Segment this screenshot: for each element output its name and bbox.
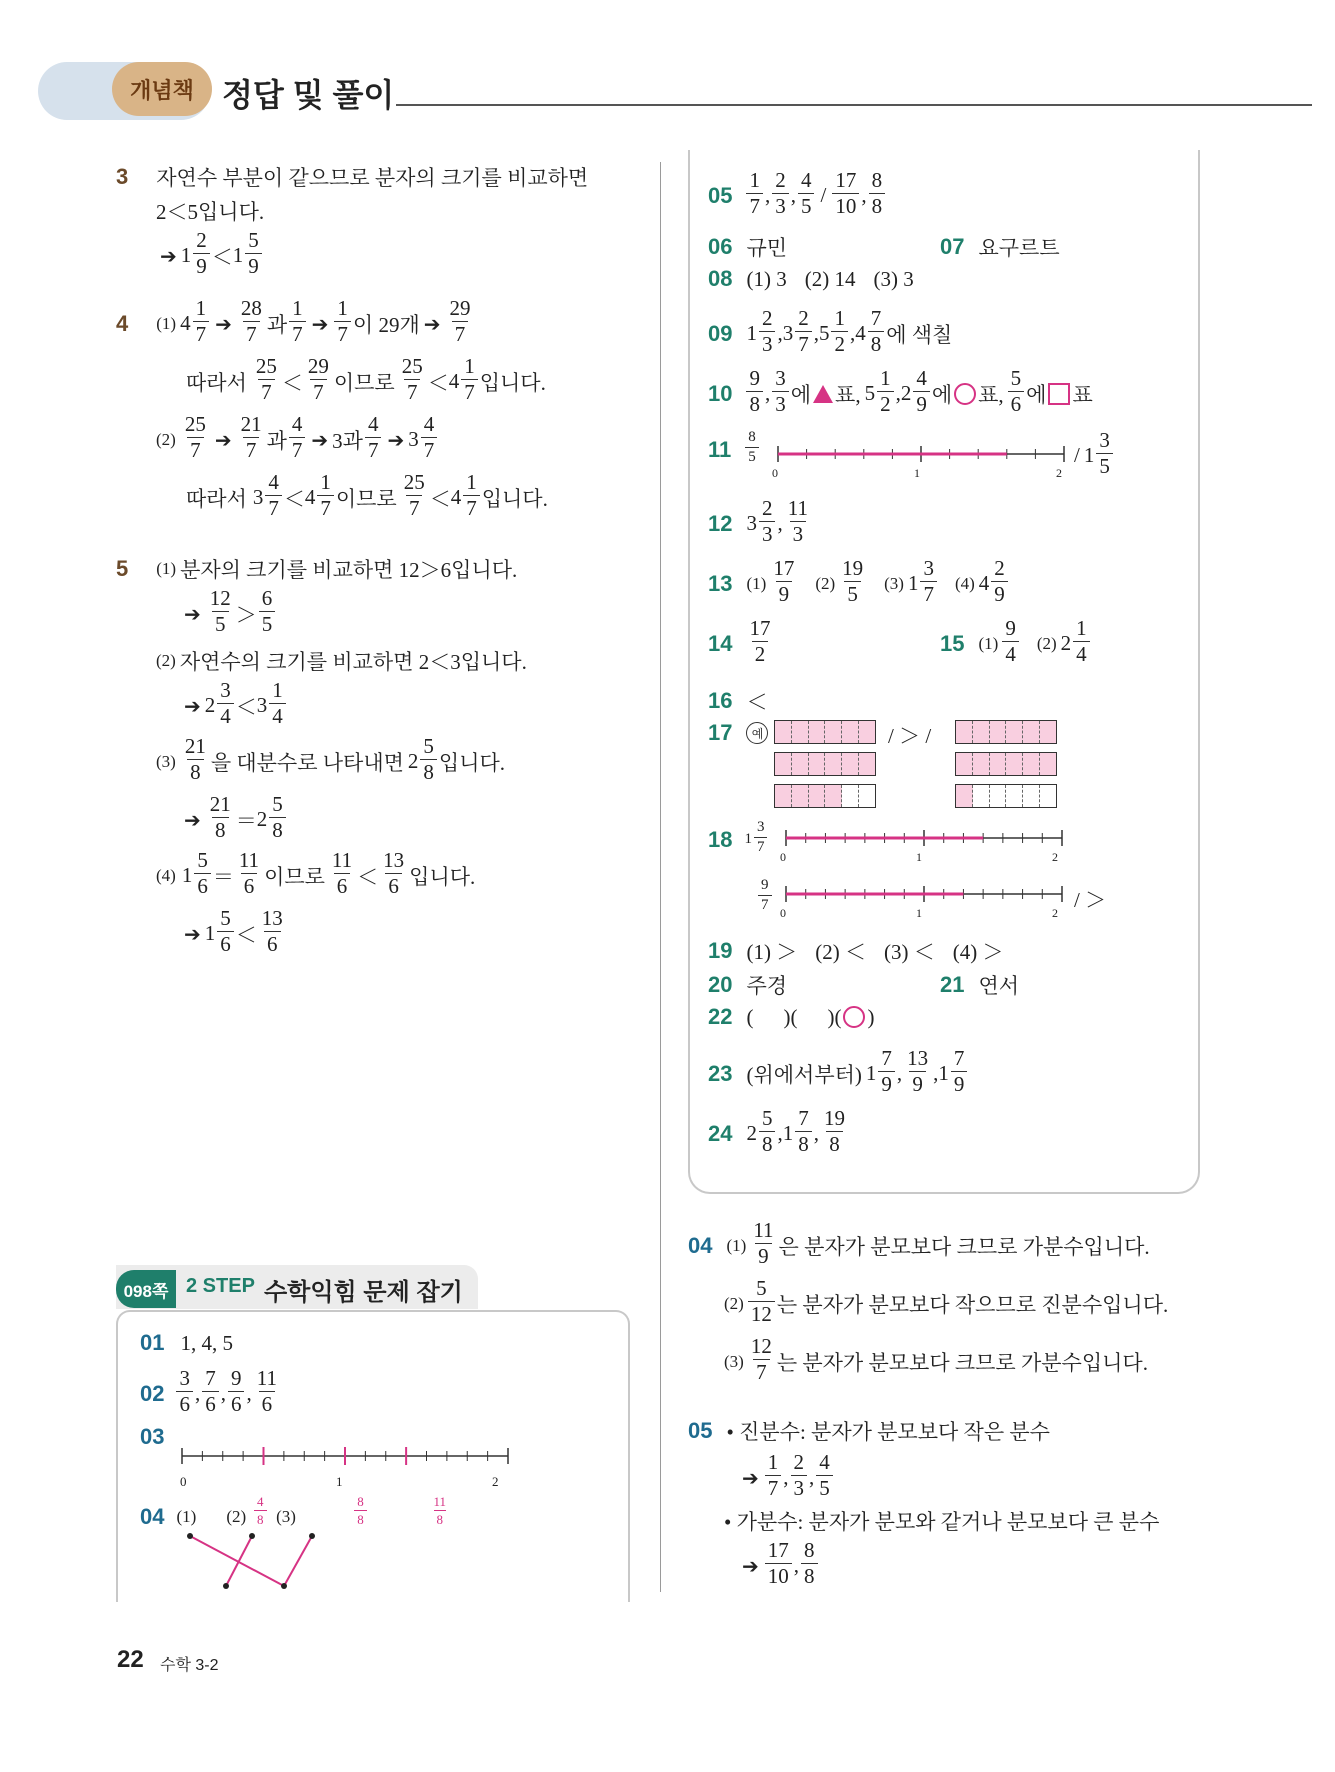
bar-cell — [825, 753, 842, 775]
r09: 09 1 2 3 , 3 2 7 , 5 1 2 , 4 7 8 에 색칠 — [708, 306, 953, 356]
p3-line2: 2＜5입니다. — [156, 200, 265, 224]
bar-cell — [1040, 753, 1056, 775]
e04-b: (2) 5 12 는 분자가 분모보다 작으므로 진분수입니다. — [724, 1276, 1169, 1326]
r21: 21 연서 — [940, 972, 1020, 998]
number-line — [780, 882, 1070, 922]
arrow-icon: ➔ — [215, 311, 232, 336]
p5-line1: 5 (1) 분자의 크기를 비교하면 12＞6입니다. — [116, 556, 518, 582]
r17: 17 예 — [708, 720, 768, 746]
tick-label: 2 — [1052, 850, 1058, 864]
arrow-icon: ➔ — [184, 693, 201, 718]
r11: 11 8 5 — [708, 432, 761, 467]
e05-a-result: ➔ 1 7 , 2 3 , 4 5 — [738, 1454, 835, 1501]
r13: 13 (1) 17 9 (2) 19 5 (3) 1 3 7 (4) 4 2 9 — [708, 560, 1010, 607]
tick-label: 0 — [780, 850, 786, 864]
problem-number: 4 — [116, 310, 129, 336]
bar-cell — [956, 753, 973, 775]
p3-result: ➔ 1 2 9 ＜ 1 5 9 — [156, 232, 264, 279]
p4-line1: 4 (1) 4 1 7 ➔ 28 7 과 1 7 ➔ 1 7 이 29개 ➔ 29 7 — [116, 296, 471, 346]
arrow-icon: ➔ — [742, 1553, 759, 1578]
s02: 02 3 6 , 7 6 , 9 6 , 11 6 — [140, 1366, 277, 1416]
bar-cell — [973, 785, 990, 807]
s01: 01 1, 4, 5 — [140, 1330, 233, 1355]
problem-number: 5 — [116, 556, 129, 581]
arrow-icon: ➔ — [387, 427, 405, 452]
r16: 16 ＜ — [708, 688, 768, 714]
e04-c: (3) 12 7 는 분자가 분모보다 크므로 가분수입니다. — [724, 1334, 1148, 1384]
header-badge: 개념책 — [112, 62, 212, 116]
s03-label: 03 — [140, 1424, 165, 1449]
arrow-icon: ➔ — [184, 601, 201, 626]
example-badge: 예 — [746, 722, 768, 744]
arrow-icon: ➔ — [214, 427, 232, 452]
arrow-icon: ➔ — [160, 243, 177, 268]
problem-number: 3 — [116, 164, 129, 189]
p5-d-result: ➔ 1 5 6 ＜ 13 6 — [184, 906, 283, 956]
tick-label: 0 — [180, 1474, 187, 1489]
book-title: 수학 3-2 — [160, 1657, 219, 1674]
r18-b: 9 7 — [756, 880, 774, 915]
bar-cell — [1023, 785, 1040, 807]
p5-b-result: ➔ 2 3 4 ＜ 3 1 4 — [180, 682, 288, 729]
bar-cell — [809, 753, 826, 775]
bar-cell — [973, 753, 990, 775]
arrow-icon: ➔ — [184, 807, 201, 832]
mark-label: $\frac{11}{8}$ — [433, 1494, 447, 1527]
bar-cell — [1040, 785, 1056, 807]
fraction-bar — [955, 720, 1057, 744]
tick-label: 0 — [772, 466, 778, 480]
p3-line1: 3 자연수 부분이 같으므로 분자의 크기를 비교하면 — [116, 164, 589, 190]
arrow-icon: ➔ — [184, 921, 201, 946]
fraction-bar — [774, 752, 876, 776]
p5-b: (2) 자연수의 크기를 비교하면 2＜3입니다. — [156, 650, 527, 674]
tick-label: 0 — [780, 906, 786, 920]
bar-cell — [825, 721, 842, 743]
arrow-icon: ➔ — [742, 1465, 759, 1490]
r12: 12 3 2 3 , 11 3 — [708, 496, 808, 546]
bar-cell — [842, 785, 859, 807]
r19: 19 (1) ＞ (2) ＜ (3) ＜ (4) ＞ — [708, 938, 1004, 964]
arrow-icon: ➔ — [423, 311, 441, 336]
arrow-icon: ➔ — [311, 427, 329, 452]
matching-lines — [180, 1530, 330, 1600]
bar-cell — [775, 785, 792, 807]
bar-cell — [775, 753, 792, 775]
e04-a: 04 (1) 11 9 은 분자가 분모보다 크므로 가분수입니다. — [688, 1218, 1150, 1268]
p4-line2: 따라서 25 7 ＜ 29 7 이므로 25 7 ＜ 4 1 7 입니다. — [186, 354, 546, 404]
fraction-bar — [774, 720, 876, 744]
arrow-icon: ➔ — [311, 311, 329, 336]
r08: 08 (1) 3 (2) 14 (3) 3 — [708, 266, 914, 291]
bar-cell — [859, 753, 875, 775]
fraction-bar — [955, 784, 1057, 808]
p4-line4: 따라서 3 4 7 ＜ 4 1 7 이므로 25 7 ＜ 4 1 7 입니다. — [186, 470, 548, 520]
circle-icon — [954, 383, 976, 405]
mark-label: $\frac{4}{8}$ — [254, 1495, 267, 1526]
r23: 23 (위에서부터) 1 7 9 , 13 9 , 1 7 9 — [708, 1050, 969, 1097]
number-line — [772, 440, 1072, 480]
tick-label: 1 — [336, 1474, 343, 1489]
r18-answer: / ＞ — [1074, 888, 1107, 912]
bar-cell — [792, 753, 809, 775]
bar-cell — [990, 753, 1007, 775]
tick-label: 1 — [914, 466, 920, 480]
e05-a: 05 • 진분수: 분자가 분모보다 작은 분수 — [688, 1418, 1050, 1444]
column-divider — [660, 162, 661, 1592]
r10: 10 9 8 , 3 3 에 표, 5 1 2 , 2 4 9 에 표, 5 6 에 표 — [708, 366, 1093, 416]
r24: 24 2 5 8 , 1 7 8 , 19 8 — [708, 1106, 845, 1156]
r14: 14 17 2 — [708, 616, 771, 666]
r06: 06 규민 — [708, 234, 788, 260]
p5-a-result: ➔ 12 5 ＞ 6 5 — [180, 590, 277, 637]
bar-cell — [1023, 721, 1040, 743]
section-title: 수학익힘 문제 잡기 — [264, 1279, 463, 1306]
number-line — [176, 1420, 516, 1490]
square-icon — [1048, 383, 1070, 405]
tick-label: 1 — [916, 906, 922, 920]
bar-cell — [842, 753, 859, 775]
tick-label: 2 — [1056, 466, 1062, 480]
e05-b: • 가분수: 분자가 분모와 같거나 분모보다 큰 분수 — [724, 1510, 1160, 1534]
triangle-icon — [813, 385, 833, 403]
bar-cell — [809, 721, 826, 743]
header-rule — [396, 104, 1312, 106]
bar-cell — [1040, 721, 1056, 743]
bar-cell — [1006, 721, 1023, 743]
number-line — [780, 826, 1070, 866]
mark-label: $\frac{8}{8}$ — [354, 1495, 367, 1526]
bar-cell — [990, 721, 1007, 743]
r20: 20 주경 — [708, 972, 788, 998]
bar-cell — [990, 785, 1007, 807]
bar-cell — [1023, 753, 1040, 775]
section-page-badge: 098쪽 — [116, 1270, 176, 1308]
e05-b-result: ➔ 17 10 , 8 8 — [738, 1542, 820, 1589]
fraction-bar — [955, 752, 1057, 776]
tick-label: 1 — [916, 850, 922, 864]
r18-number-line-b — [780, 882, 1070, 922]
bar-cell — [956, 721, 973, 743]
bar-cell — [842, 721, 859, 743]
r18-number-line-a — [780, 826, 1070, 866]
bar-cell — [809, 785, 826, 807]
r07: 07 요구르트 — [940, 234, 1060, 260]
bar-cell — [859, 721, 875, 743]
tick-label: 2 — [492, 1474, 499, 1489]
bar-cell — [792, 721, 809, 743]
r11-answer: / 1 3 5 — [1074, 432, 1115, 479]
p5-c: (3) 21 8 을 대분수로 나타내면 2 5 8 입니다. — [156, 734, 506, 784]
page-number: 22 — [117, 1646, 144, 1673]
p5-c-result: ➔ 21 8 ＝ 2 5 8 — [180, 796, 288, 843]
r22: 22 ( )( )( ) — [708, 1004, 875, 1029]
page-title: 정답 및 풀이 — [222, 77, 395, 113]
fraction-bar — [774, 784, 876, 808]
s04: 04 (1) (2) (3) — [140, 1504, 296, 1529]
bar-cell — [792, 785, 809, 807]
bar-cell — [956, 785, 973, 807]
bar-cell — [775, 721, 792, 743]
bar-cell — [859, 785, 875, 807]
r05: 05 1 7 , 2 3 , 4 5 / 17 10 , 8 8 — [708, 172, 887, 219]
bar-cell — [1006, 785, 1023, 807]
bar-cell — [825, 785, 842, 807]
bar-cell — [1006, 753, 1023, 775]
tick-label: 2 — [1052, 906, 1058, 920]
bar-cell — [973, 721, 990, 743]
r15: 15 (1) 9 4 (2) 2 1 4 — [940, 620, 1092, 667]
r11-number-line — [772, 440, 1072, 480]
p5-d: (4) 1 5 6 ＝ 11 6 이므로 11 6 ＜ 13 6 입니다. — [156, 848, 476, 898]
circle-icon — [843, 1006, 865, 1028]
r18: 18 1 3 7 — [708, 822, 769, 857]
section-step: 2 STEP — [186, 1275, 255, 1297]
p4-line3: (2) 25 7 ➔ 21 7 과 4 7 ➔ 3과 4 7 ➔ 3 4 7 — [156, 416, 439, 463]
r17-compare: / ＞ / — [888, 724, 932, 748]
